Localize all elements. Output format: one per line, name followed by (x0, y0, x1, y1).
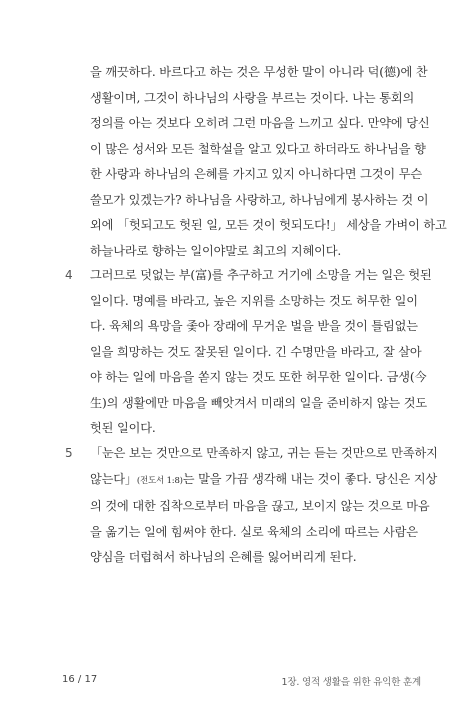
text-line: 외에 「헛되고도 헛된 일, 모든 것이 헛되도다!」 세상을 가벼이 하고 (90, 218, 447, 232)
quote-end-text: 않는다」 (90, 471, 137, 486)
text-line: 生)의 생활에만 마음을 빼앗겨서 미래의 일을 준비하지 않는 것도 (90, 395, 428, 410)
text-line: 일이다. 명예를 바라고, 높은 지위를 소망하는 것도 허무한 일이 (90, 293, 418, 308)
text-line: 한 사랑과 하나님의 은혜를 가지고 있지 아니하다면 그것이 무슨 (90, 167, 422, 181)
text-line (90, 467, 438, 495)
paragraph-number: 4 (65, 268, 73, 282)
text-line: 을 옮기는 일에 힘써야 한다. 실로 육체의 소리에 따르는 사람은 (90, 524, 418, 539)
text-line: 다. 육체의 욕망을 좇아 장래에 무거운 벌을 받을 것이 틀림없는 (90, 319, 418, 333)
text-line: 정의를 아는 것보다 오히려 그런 마음을 느끼고 싶다. 만약에 당신 (90, 116, 430, 130)
line-continuation-text: 는 말을 가끔 생각해 내는 것이 좋다. 당신은 지상 (182, 471, 438, 486)
text-line: 이 많은 성서와 모든 철학설을 알고 있다고 하더라도 하나님을 향 (90, 141, 426, 156)
text-line: 헛된 일이다. (90, 421, 156, 435)
text-line: 양심을 더럽혀서 하나님의 은혜를 잃어버리게 된다. (90, 550, 357, 564)
text-line: 을 깨끗하다. 바르다고 하는 것은 무성한 말이 아니라 덕(德)에 찬 (90, 65, 428, 79)
scripture-reference: (전도서 1:8) (136, 475, 183, 486)
paragraph-number: 5 (65, 446, 73, 460)
paragraph-4 (90, 263, 432, 442)
text-line: 야 하는 일에 마음을 쏟지 않는 것도 또한 허무한 일이다. 금생(今 (90, 370, 427, 384)
text-line: 그러므로 덧없는 부(富)를 추구하고 거기에 소망을 거는 일은 헛된 (90, 268, 432, 282)
page-indicator: 16 / 17 (62, 674, 98, 685)
text-line: 「눈은 보는 것만으로 만족하지 않고, 귀는 듣는 것만으로 만족하지 (90, 446, 438, 460)
text-line: 생활이며, 그것이 하나님의 사랑을 부르는 것이다. 나는 통회의 (90, 90, 415, 105)
text-line: 일을 희망하는 것도 잘못된 일이다. 긴 수명만을 바라고, 잘 살아 (90, 344, 422, 359)
chapter-title: 1장. 영적 생활을 위한 유익한 훈계 (281, 677, 421, 688)
text-line: 하늘나라로 향하는 일이야말로 최고의 지혜이다. (90, 243, 342, 258)
paragraph-continued (90, 60, 447, 264)
paragraph-5 (90, 441, 438, 571)
text-line: 의 것에 대한 집착으로부터 마음을 끊고, 보이지 않는 것으로 마음 (90, 499, 430, 513)
text-line: 쓸모가 있겠는가? 하나님을 사랑하고, 하나님에게 봉사하는 것 이 (90, 192, 429, 207)
